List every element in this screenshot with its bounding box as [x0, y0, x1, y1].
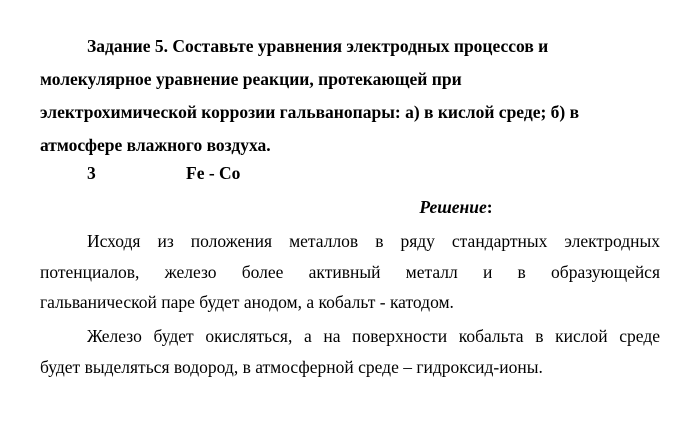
task-line-2: молекулярное уравнение реакции, протекающей при: [40, 69, 462, 89]
paragraph1-line-2-text: потенциалов, железо более активный металл и в образующейся: [40, 262, 660, 282]
electrode-pair: Fe - Co: [186, 163, 241, 183]
task-line-1: Задание 5. Составьте уравнения электродных процессов и: [87, 36, 549, 56]
paragraph2-line-2: будет выделяться водород, в атмосферной среде – гидроксид-ионы.: [40, 357, 543, 377]
paragraph2-line-1: [87, 326, 660, 346]
solution-title: Решение: [419, 197, 487, 217]
paragraph1-line-3: гальванической паре будет анодом, а кобальт - катодом.: [40, 292, 454, 312]
solution-heading: [40, 197, 660, 217]
paragraph1-line-1-text: Исходя из положения металлов в ряду стандартных электродных: [87, 231, 660, 251]
paragraph1-line-1: [87, 231, 660, 251]
solution-colon: :: [486, 197, 493, 217]
task-line-3: электрохимической коррозии гальванопары: а) в кислой среде; б) в: [40, 102, 580, 122]
variant-number: 3: [87, 163, 96, 183]
paragraph1-line-2: [40, 262, 660, 282]
paragraph2-line-1-text: Железо будет окисляться, а на поверхности кобальта в кислой среде: [87, 326, 660, 346]
task-line-4: атмосфере влажного воздуха.: [40, 135, 271, 155]
